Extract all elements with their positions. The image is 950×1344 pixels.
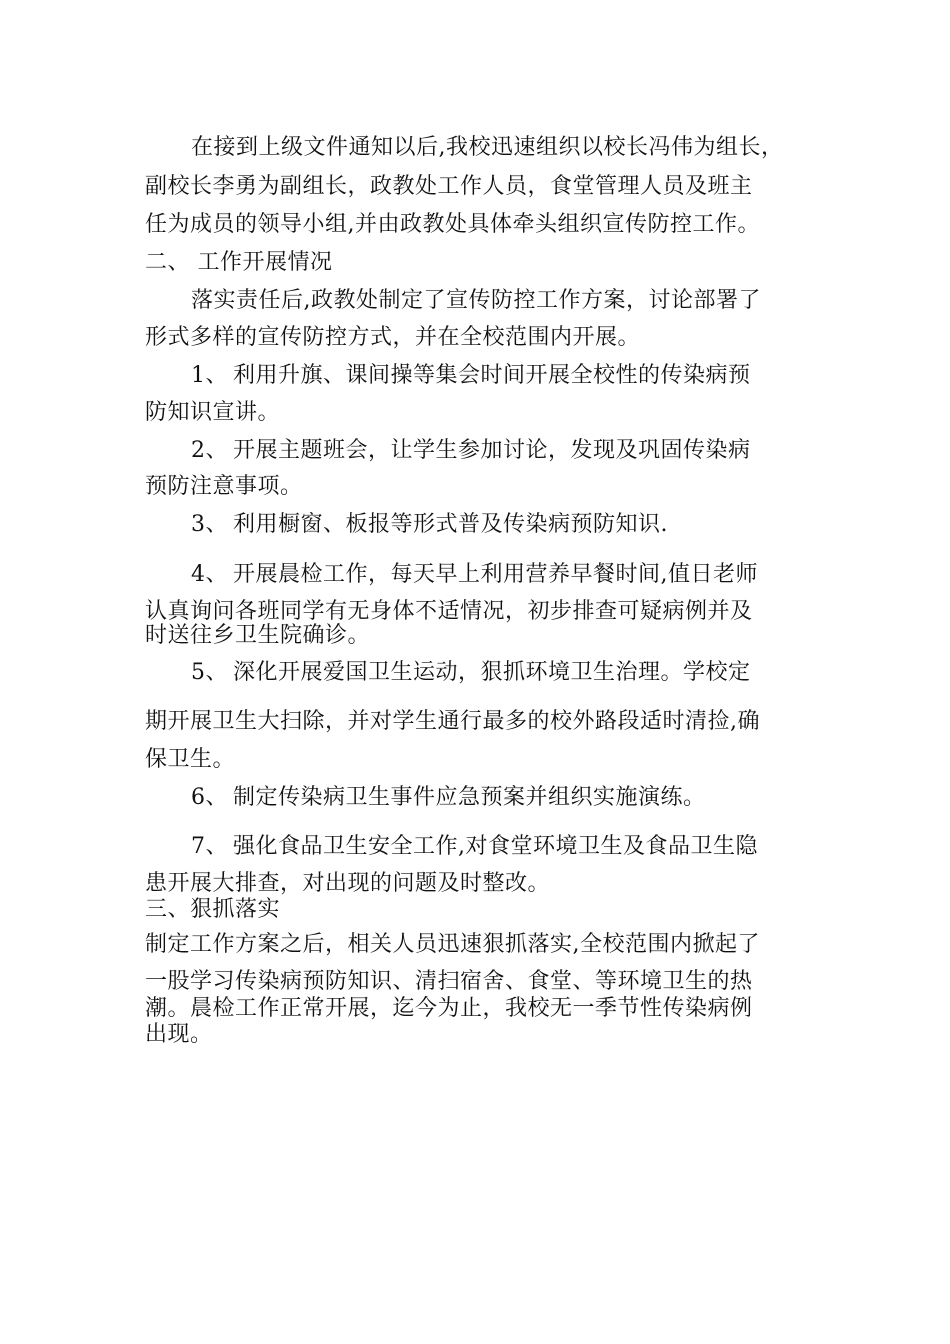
item-text: 开展主题班会，让学生参加讨论，发现及巩固传染病	[233, 438, 751, 463]
item-text: 利用橱窗、板报等形式普及传染病预防知识.	[233, 512, 668, 537]
section-heading: 二、 工作开展情况	[145, 250, 333, 275]
paragraph-line: 出现。	[145, 1022, 213, 1047]
item-number: 1、	[191, 363, 228, 388]
list-item	[191, 361, 866, 391]
list-item	[191, 658, 866, 688]
list-item	[191, 832, 866, 862]
paragraph-line: 潮。晨检工作正常开展，迄今为止，我校无一季节性传染病例	[145, 996, 753, 1021]
item-text: 利用升旗、课间操等集会时间开展全校性的传染病预	[233, 363, 751, 388]
item-text: 制定传染病卫生事件应急预案并组织实施演练。	[233, 785, 706, 810]
list-item	[191, 510, 866, 540]
list-item-continuation: 时送往乡卫生院确诊。	[145, 623, 371, 648]
list-item	[191, 560, 866, 590]
list-item	[191, 436, 866, 466]
item-text: 深化开展爱国卫生运动，狠抓环境卫生治理。学校定	[233, 660, 751, 685]
item-number: 3、	[191, 512, 228, 537]
list-item-continuation: 防知识宣讲。	[145, 400, 281, 425]
list-item-continuation: 期开展卫生大扫除，并对学生通行最多的校外路段适时清捡,确	[145, 709, 760, 734]
paragraph-line: 形式多样的宣传防控方式，并在全校范围内开展。	[145, 325, 641, 350]
item-number: 7、	[191, 834, 228, 859]
paragraph-line: 一股学习传染病预防知识、清扫宿舍、食堂、等环境卫生的热	[145, 969, 753, 994]
intro-line: 副校长李勇为副组长，政教处工作人员，食堂管理人员及班主	[145, 174, 753, 199]
item-number: 6、	[191, 785, 228, 810]
list-item-continuation: 患开展大排查，对出现的问题及时整改。	[145, 871, 551, 896]
item-number: 4、	[191, 562, 228, 587]
item-text: 开展晨检工作，每天早上利用营养早餐时间,值日老师	[233, 562, 758, 587]
list-item-continuation: 预防注意事项。	[145, 474, 303, 499]
list-item	[191, 783, 866, 813]
item-number: 5、	[191, 660, 228, 685]
paragraph-line: 落实责任后,政教处制定了宣传防控工作方案，讨论部署了	[191, 288, 761, 313]
item-number: 2、	[191, 438, 228, 463]
list-item-continuation: 认真询问各班同学有无身体不适情况，初步排查可疑病例并及	[145, 599, 753, 624]
intro-line: 任为成员的领导小组,并由政教处具体牵头组织宣传防控工作。	[145, 212, 760, 237]
list-item-continuation: 保卫生。	[145, 747, 236, 772]
section-heading: 三、狠抓落实	[145, 897, 281, 922]
intro-line: 在接到上级文件通知以后,我校迅速组织以校长冯伟为组长，	[191, 135, 784, 160]
item-text: 强化食品卫生安全工作,对食堂环境卫生及食品卫生隐	[233, 834, 758, 859]
paragraph-line: 制定工作方案之后，相关人员迅速狠抓落实,全校范围内掀起了	[145, 932, 760, 957]
